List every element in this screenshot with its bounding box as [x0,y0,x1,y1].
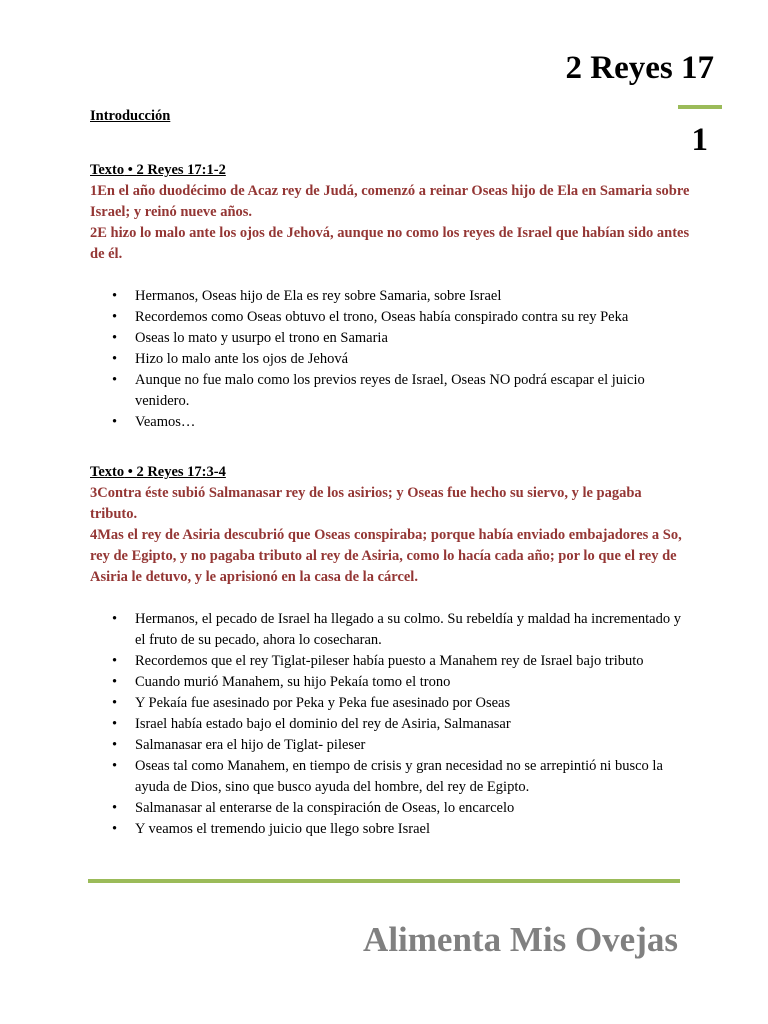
bullet-list [90,609,690,840]
list-item-text: Recordemos que el rey Tiglat-pileser había puesto a Manahem rey de Israel bajo tributo [135,653,644,669]
bullet-icon: • [112,716,118,732]
footer-divider [88,879,680,883]
list-item [90,412,690,433]
bullet-icon: • [112,653,118,669]
list-item [90,819,690,840]
list-item [90,349,690,370]
list-item [90,286,690,307]
list-item-text: Oseas tal como Manahem, en tiempo de crisis y gran necesidad no se arrepintió ni busco la ayuda de Dios, sino que busco ayuda del hombre, del rey de Egipto. [135,758,663,795]
list-item [90,651,690,672]
list-item-text: Israel había estado bajo el dominio del rey de Asiria, Salmanasar [135,716,511,732]
list-item [90,328,690,349]
page-title: 2 Reyes 17 [565,50,714,86]
verse-text: 3Contra éste subió Salmanasar rey de los asirios; y Oseas fue hecho su siervo, y le pagaba tributo. [90,485,642,522]
list-item [90,307,690,328]
list-item-text: Y veamos el tremendo juicio que llego sobre Israel [135,821,431,837]
section-reference: 2 Reyes 17:1-2 [136,162,226,178]
section-heading [90,160,690,181]
list-item-text: Aunque no fue malo como los previos reyes de Israel, Oseas NO podrá escapar el juicio venidero. [135,372,645,409]
document-body [90,106,690,840]
list-item-text: Hermanos, Oseas hijo de Ela es rey sobre Samaria, sobre Israel [135,288,502,304]
bullet-icon: • [112,309,118,325]
section-label [90,464,226,480]
list-item-text: Hizo lo malo ante los ojos de Jehová [135,351,349,367]
list-item [90,370,690,412]
list-item-text: Salmanasar era el hijo de Tiglat- pileser [135,737,366,753]
bullet-icon: • [112,737,118,753]
section-separator: • [124,464,137,480]
list-item [90,609,690,651]
text-section [90,160,690,433]
list-item [90,672,690,693]
verse-text: 4Mas el rey de Asiria descubrió que Oseas conspiraba; porque había enviado embajadores a So, rey de Egipto, y no pagaba tributo al rey de Asiria, como lo hacía cada año; por lo que el rey de Asiria le detuvo, y le aprisionó en la casa de la cárcel. [90,527,682,585]
section-separator: • [124,162,137,178]
bullet-icon: • [112,674,118,690]
bullet-icon: • [112,695,118,711]
text-section [90,462,690,840]
list-item-text: Hermanos, el pecado de Israel ha llegado a su colmo. Su rebeldía y maldad ha incrementado y el fruto de su pecado, ahora lo cosecharan. [135,611,681,648]
list-item [90,735,690,756]
section-reference: 2 Reyes 17:3-4 [136,464,226,480]
bullet-icon: • [112,414,118,430]
bullet-icon: • [112,611,118,627]
bullet-icon: • [112,800,118,816]
intro-heading: Introducción [90,108,171,124]
bullet-icon: • [112,758,118,774]
section-label-text: Texto [90,162,125,178]
list-item [90,798,690,819]
list-item-text: Salmanasar al enterarse de la conspiración de Oseas, lo encarcelo [135,800,515,816]
bullet-icon: • [112,288,118,304]
verse-text: 2E hizo lo malo ante los ojos de Jehová, aunque no como los reyes de Israel que habían sido antes de él. [90,225,690,262]
section-label [90,162,226,178]
list-item [90,714,690,735]
bullet-icon: • [112,351,118,367]
section-label-text: Texto [90,464,125,480]
bullet-icon: • [112,330,118,346]
bullet-icon: • [112,821,118,837]
verse-text: 1En el año duodécimo de Acaz rey de Judá, comenzó a reinar Oseas hijo de Ela en Samaria sobre Israel; y reinó nueve años. [90,183,690,220]
list-item-text: Cuando murió Manahem, su hijo Pekaía tomo el trono [135,674,451,690]
footer-title: Alimenta Mis Ovejas [363,920,678,959]
list-item-text: Y Pekaía fue asesinado por Peka y Peka fue asesinado por Oseas [135,695,511,711]
list-item-text: Veamos… [135,414,196,430]
list-item-text: Recordemos como Oseas obtuvo el trono, Oseas había conspirado contra su rey Peka [135,309,629,325]
section-heading [90,462,690,483]
list-item [90,693,690,714]
list-item-text: Oseas lo mato y usurpo el trono en Samaria [135,330,388,346]
sections-container [90,160,690,840]
page-number: 1 [691,122,708,158]
bullet-icon: • [112,372,118,388]
list-item [90,756,690,798]
bullet-list [90,286,690,433]
